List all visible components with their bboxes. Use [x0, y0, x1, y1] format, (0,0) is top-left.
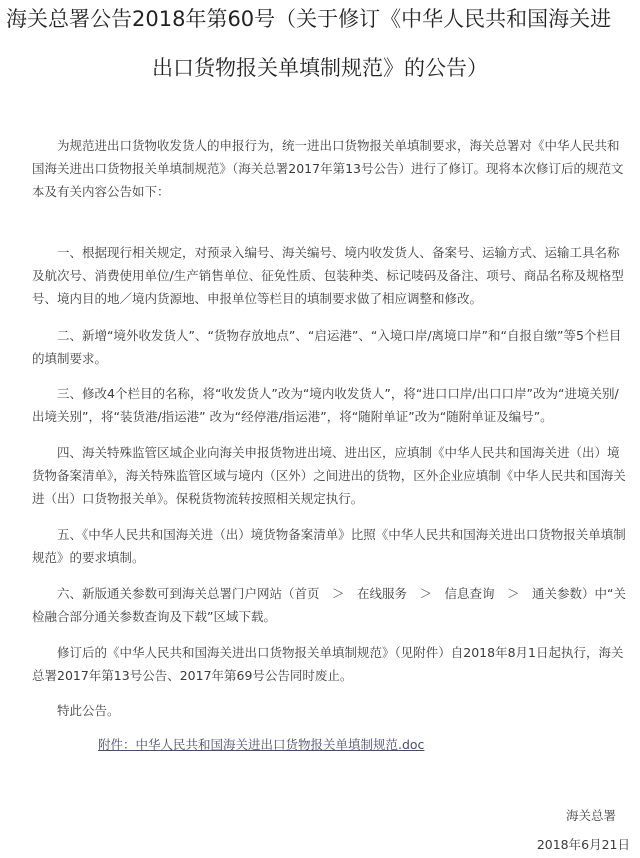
item-2-paragraph: 二、新增“境外收发货人”、“货物存放地点”、“启运港”、“入境口岸/离境口岸”和“自报自缴”等5个栏目的填制要求。 [32, 328, 622, 366]
item-1-paragraph: 一、根据现行相关规定，对预录入编号、海关编号、境内收发货人、备案号、运输方式、运输工具名称及航次号、消费使用单位/生产销售单位、征免性质、包装种类、标记唛码及备注、项号、商品名称及规格型号、境内目的地／境内货源地、申报单位等栏目的填制要求做了相应调整和修改。 [32, 245, 624, 306]
intro-paragraph: 为规范进出口货物收发货人的申报行为，统一进出口货物报关单填制要求，海关总署对《中华人民共和国海关进出口货物报关单填制规范》（海关总署2017年第13号公告）进行了修订。现将本次修订后的规范文本及有关内容公告如下： [32, 138, 624, 199]
item-4-paragraph: 四、海关特殊监管区域企业向海关申报货物进出境、进出区，应填制《中华人民共和国海关进（出）境货物备案清单》，海关特殊监管区域与境内（区外）之间进出的货物，区外企业应填制《中华人民共和国海关进（出）口货物报关单》。保税货物流转按照相关规定执行。 [32, 445, 626, 506]
closing-paragraph: 特此公告。 [57, 703, 120, 718]
announcement-title-line2: 出口货物报关单填制规范》的公告） [152, 56, 488, 80]
announcement-title-line1: 海关总署公告2018年第60号（关于修订《中华人民共和国海关进 [6, 7, 612, 31]
item-3-paragraph: 三、修改4个栏目的名称，将“收发货人”改为“境内收发货人”，将“进口口岸/出口口岸”改为“进境关别/出境关别”，将“装货港/指运港” 改为“经停港/指运港”，将“随附单证”改为“随附单证及编号”。 [32, 386, 619, 424]
signature-date: 2018年6月21日 [536, 837, 630, 852]
signature-organization: 海关总署 [565, 808, 616, 823]
attachment-link[interactable]: 附件：中华人民共和国海关进出口货物报关单填制规范.doc [98, 737, 425, 752]
item-5-paragraph: 五、《中华人民共和国海关进（出）境货物备案清单》比照《中华人民共和国海关进出口货物报关单填制规范》的要求填制。 [32, 527, 626, 565]
item-6-paragraph: 六、新版通关参数可到海关总署门户网站（首页 ＞ 在线服务 ＞ 信息查询 ＞ 通关参数）中“关检融合部分通关参数查询及下载”区域下载。 [32, 586, 626, 624]
effective-date-paragraph: 修订后的《中华人民共和国海关进出口货物报关单填制规范》（见附件）自2018年8月1日起执行，海关总署2017年第13号公告、2017年第69号公告同时废止。 [32, 645, 624, 683]
